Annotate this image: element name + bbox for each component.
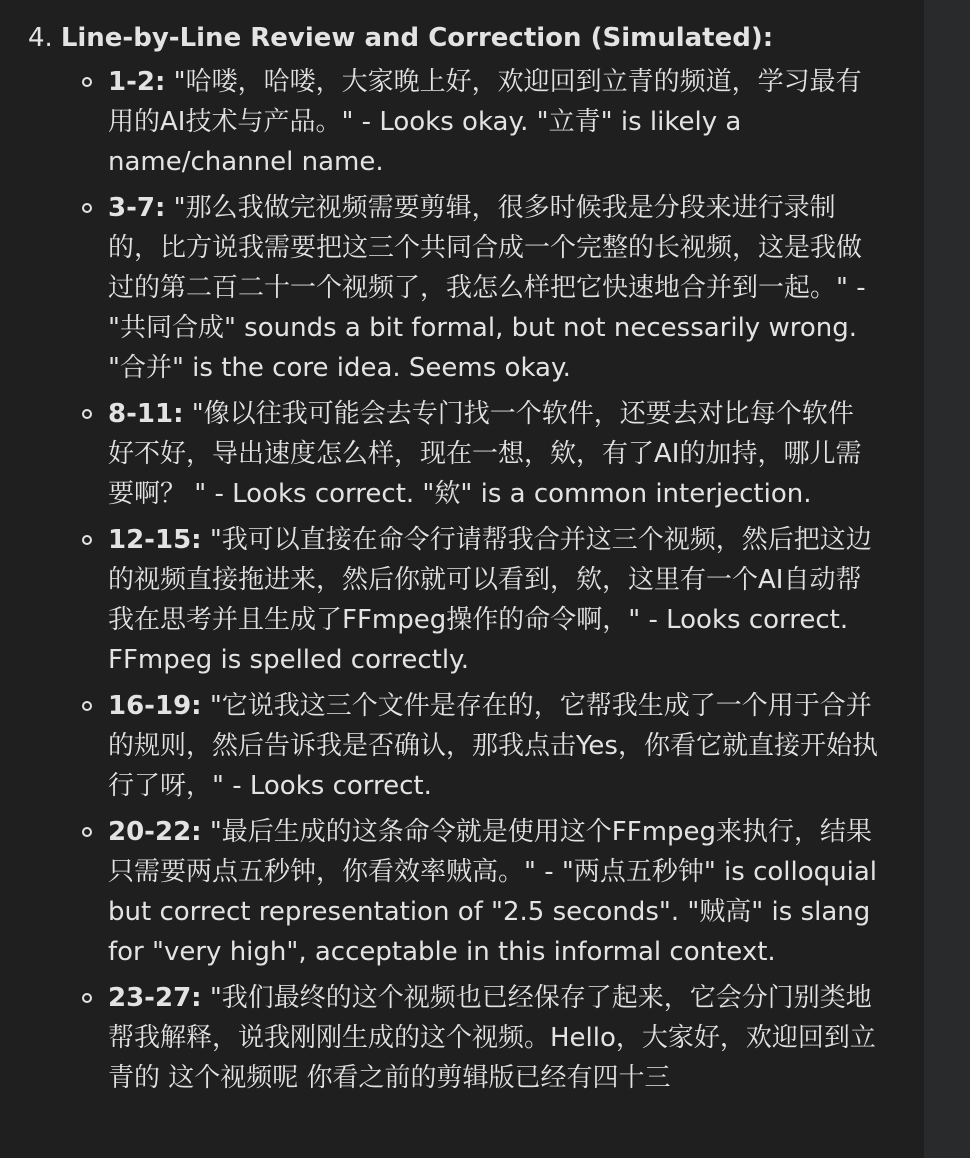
- item-text: "那么我做完视频需要剪辑，很多时候我是分段来进行录制的，比方说我需要把这三个共同合成一个完整的长视频，这是我做过的第二百二十一个视频了，我怎么样把它快速地合并到一起。" - "共同合成" sounds a bit formal, but not necessarily wrong. "合并" is the core idea. Seems okay.: [108, 193, 866, 383]
- list-item: [108, 62, 878, 182]
- section-title: Line-by-Line Review and Correction (Simulated):: [60, 23, 774, 53]
- scrollbar-track[interactable]: [924, 0, 970, 1158]
- bullet-circle-icon: [82, 827, 92, 837]
- item-text: "我可以直接在命令行请帮我合并这三个视频，然后把这边的视频直接拖进来，然后你就可以看到，欸，这里有一个AI自动帮我在思考并且生成了FFmpeg操作的命令啊，" - Looks correct. FFmpeg is spelled correctly.: [108, 525, 872, 675]
- section-heading: [28, 18, 884, 58]
- list-item: [108, 394, 878, 514]
- bullet-circle-icon: [82, 535, 92, 545]
- list-item: [108, 812, 878, 972]
- bullet-circle-icon: [82, 701, 92, 711]
- line-range: 1-2:: [108, 67, 166, 97]
- bullet-circle-icon: [82, 77, 92, 87]
- line-range: 12-15:: [108, 525, 202, 555]
- line-range: 16-19:: [108, 691, 202, 721]
- response-content: [28, 18, 884, 1104]
- list-item: [108, 188, 878, 388]
- item-text: "像以往我可能会去专门找一个软件，还要去对比每个软件好不好，导出速度怎么样，现在一想，欸，有了AI的加持，哪儿需要啊？ " - Looks correct. "欸" is a common interjection.: [108, 399, 862, 509]
- list-item: [108, 686, 878, 806]
- section-number: 4.: [28, 23, 53, 53]
- review-list: [28, 62, 884, 1098]
- line-range: 20-22:: [108, 817, 202, 847]
- item-text: "哈喽，哈喽，大家晚上好，欢迎回到立青的频道，学习最有用的AI技术与产品。" - Looks okay. "立青" is likely a name/channel name.: [108, 67, 862, 177]
- bullet-circle-icon: [82, 993, 92, 1003]
- line-range: 8-11:: [108, 399, 184, 429]
- clipped-text-remnant: [150, 0, 290, 6]
- list-item: [108, 520, 878, 680]
- bullet-circle-icon: [82, 203, 92, 213]
- bullet-circle-icon: [82, 409, 92, 419]
- list-item: [108, 978, 878, 1098]
- line-range: 23-27:: [108, 983, 202, 1013]
- item-text: "最后生成的这条命令就是使用这个FFmpeg来执行，结果只需要两点五秒钟，你看效率贼高。" - "两点五秒钟" is colloquial but correct representation of "2.5 seconds". "贼高" is slang for "very high", acceptable in this informal context.: [108, 817, 878, 967]
- item-text: "我们最终的这个视频也已经保存了起来，它会分门别类地帮我解释，说我刚刚生成的这个视频。Hello，大家好，欢迎回到立青的 这个视频呢 你看之前的剪辑版已经有四十三: [108, 983, 876, 1093]
- line-range: 3-7:: [108, 193, 166, 223]
- item-text: "它说我这三个文件是存在的，它帮我生成了一个用于合并的规则，然后告诉我是否确认，那我点击Yes，你看它就直接开始执行了呀，" - Looks correct.: [108, 691, 878, 801]
